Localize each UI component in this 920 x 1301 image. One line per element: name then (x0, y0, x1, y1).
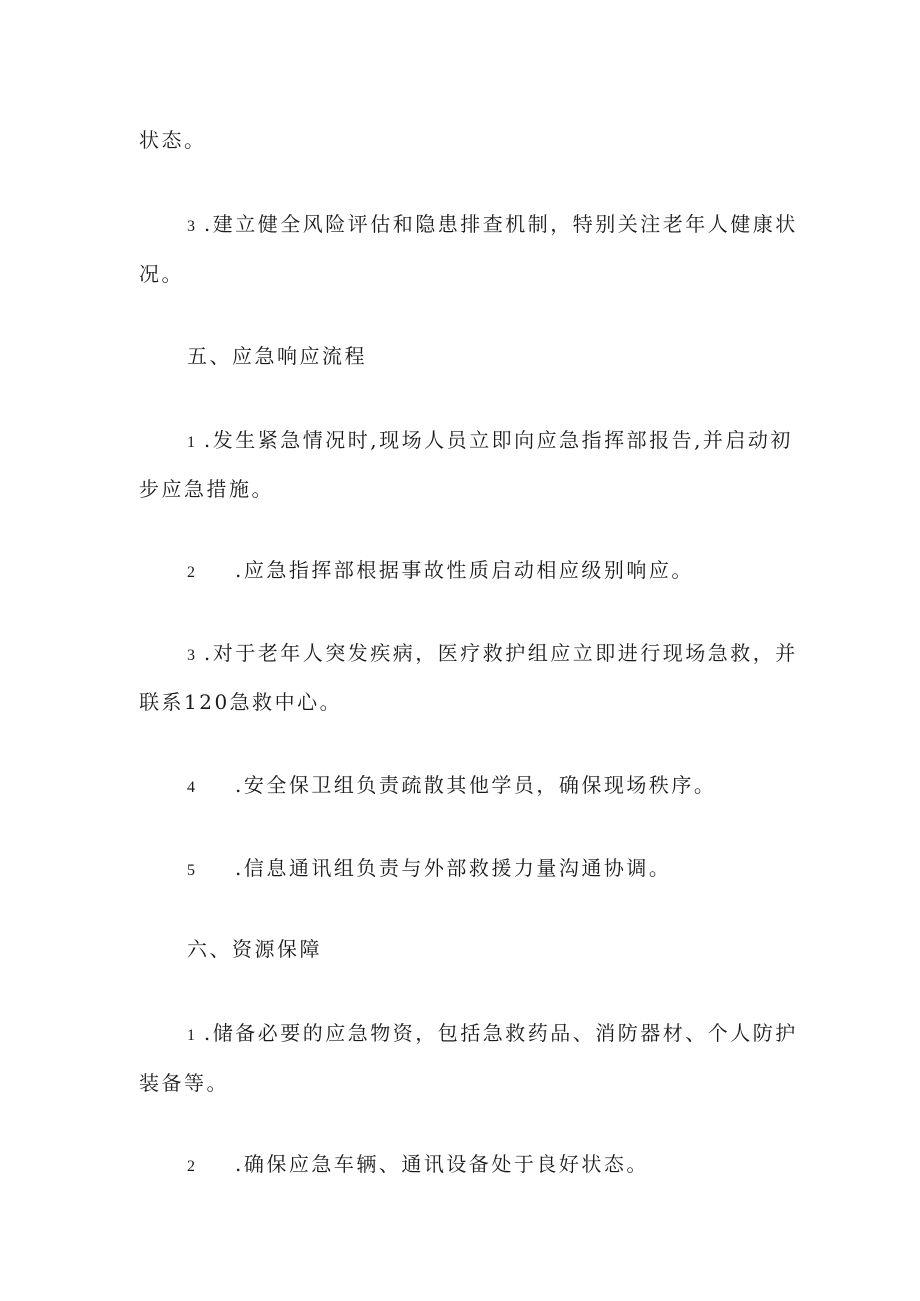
paragraph-line (139, 690, 342, 714)
line-text: .对于老年人突发疾病，医疗救护组应立即进行现场急救，并 (203, 641, 798, 665)
line-text: 况。 (139, 262, 184, 286)
list-number: 1 (187, 1027, 195, 1044)
paragraph-line (139, 128, 207, 152)
list-number: 4 (187, 779, 195, 796)
list-item-line (187, 212, 798, 239)
line-text: .应急指挥部根据事故性质启动相应级别响应。 (235, 558, 694, 582)
line-text: .建立健全风险评估和隐患排查机制，特别关注老年人健康状 (203, 212, 798, 236)
list-number: 3 (187, 647, 195, 664)
list-item-line (187, 558, 694, 585)
list-number: 2 (187, 1158, 195, 1175)
list-number: 3 (187, 218, 195, 235)
line-text: 联系120急救中心。 (139, 690, 343, 714)
line-text: 状态。 (139, 128, 207, 152)
line-text: .信息通讯组负责与外部救援力量沟通协调。 (235, 856, 672, 880)
section-heading (187, 344, 367, 368)
paragraph-line (139, 477, 274, 501)
line-text: 装备等。 (139, 1071, 229, 1095)
line-text: .储备必要的应急物资，包括急救药品、消防器材、个人防护 (203, 1021, 798, 1045)
list-item-line (187, 641, 798, 668)
list-number: 2 (187, 564, 195, 581)
list-number: 1 (187, 434, 195, 451)
list-item-line (187, 773, 716, 800)
line-text: .发生紧急情况时,现场人员立即向应急指挥部报告,并启动初 (203, 428, 793, 452)
list-item-line (187, 1021, 798, 1048)
list-item-line (187, 856, 671, 883)
list-item-line (187, 428, 793, 455)
list-item-line (187, 1152, 649, 1179)
heading-text: 六、资源保障 (187, 937, 322, 961)
line-text: .确保应急车辆、通讯设备处于良好状态。 (235, 1152, 649, 1176)
list-number: 5 (187, 862, 195, 879)
heading-text: 五、应急响应流程 (187, 344, 367, 368)
paragraph-line (139, 1071, 229, 1095)
section-heading (187, 937, 322, 961)
line-text: 步应急措施。 (139, 477, 274, 501)
paragraph-line (139, 262, 184, 286)
line-text: .安全保卫组负责疏散其他学员，确保现场秩序。 (235, 773, 717, 797)
